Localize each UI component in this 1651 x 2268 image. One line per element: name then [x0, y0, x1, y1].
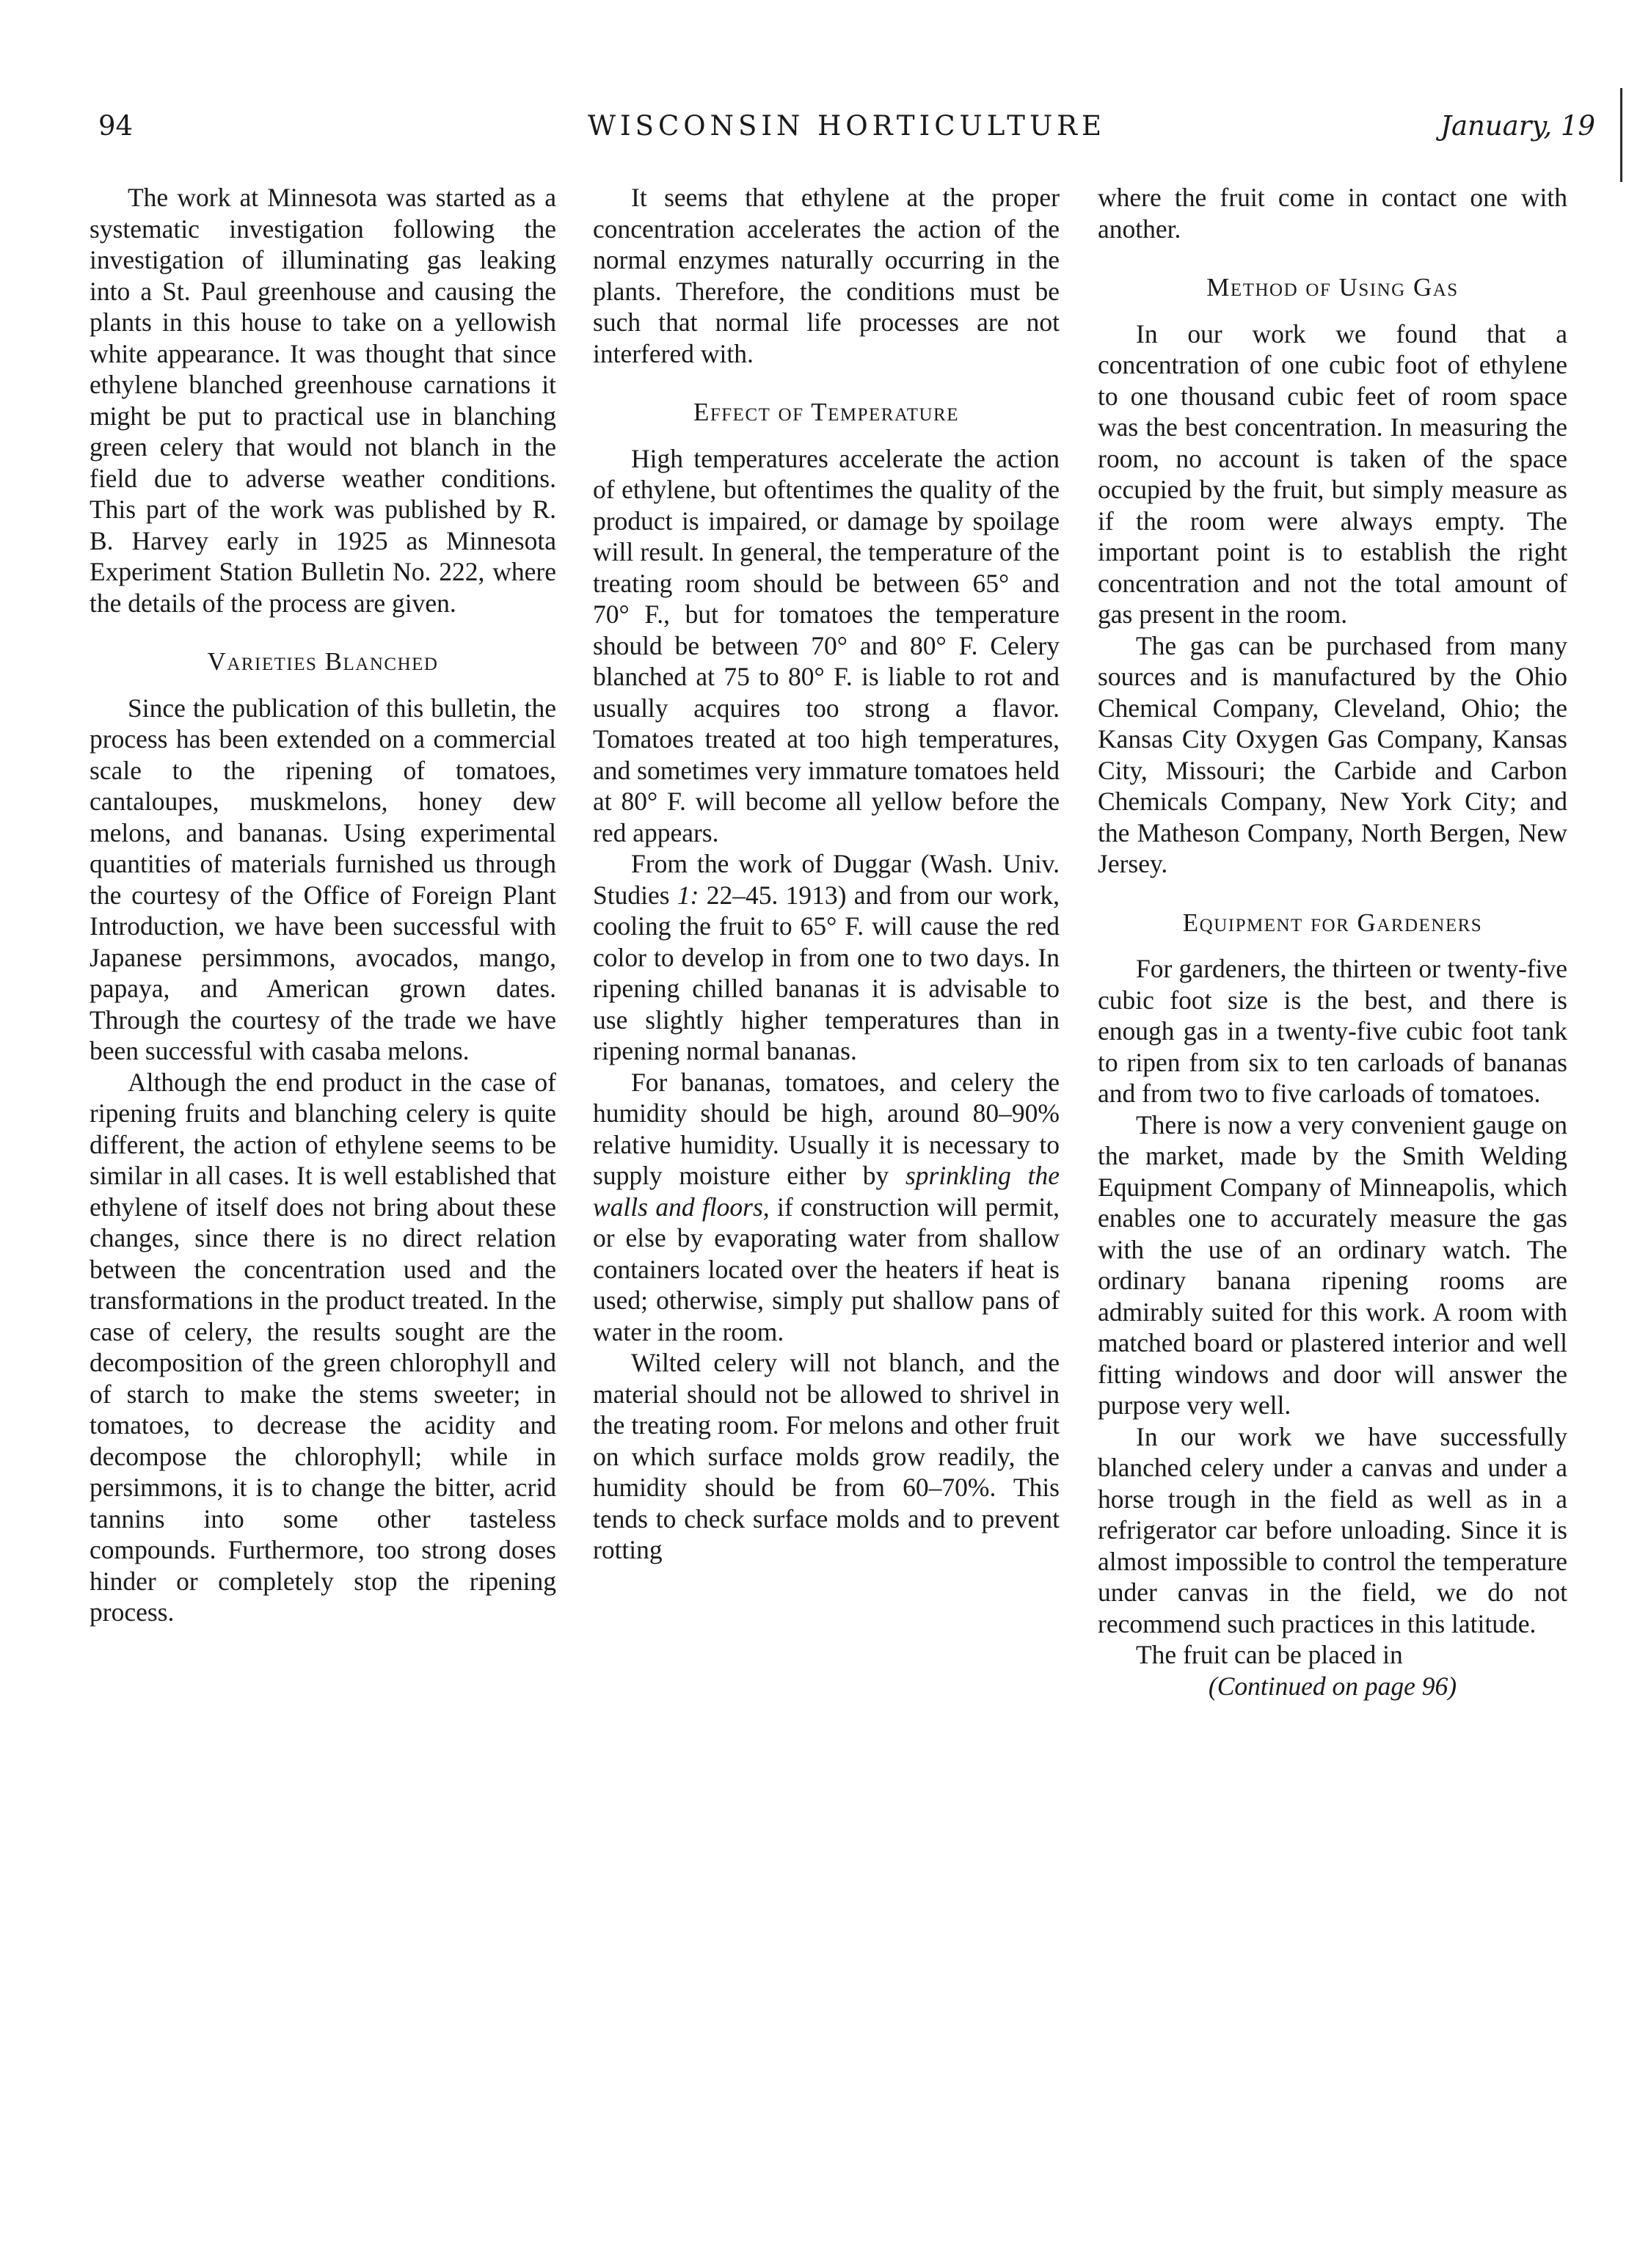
paragraph [593, 848, 1060, 1067]
section-heading-method-of-using-gas: Method of Using Gas [1206, 273, 1459, 302]
column-2 [593, 182, 1060, 1566]
journal-title: WISCONSIN HORTICULTURE [588, 110, 1106, 142]
paragraph: For gardeners, the thirteen or twenty-five cubic foot size is the best, and there is enough gas in a twenty-five cubic foot tank to ripen from six to ten carloads of bananas and from two to five carloads of tomatoes. [1098, 954, 1567, 1108]
paragraph: There is now a very convenient gauge on the market, made by the Smith Welding Equipment Company of Minneapolis, which enables one to accurately measure the gas with the use of an ordinary watch. The ordinary banana ripening rooms are admirably suited for this work. A room with matched board or plastered interior and well fitting windows and door will answer the purpose very well. [1098, 1109, 1567, 1420]
column-3 [1098, 182, 1567, 1702]
paragraph [593, 1067, 1060, 1348]
paragraph: where the fruit come in contact one with another. [1098, 183, 1567, 244]
section-heading-effect-of-temperature: Effect of Temperature [693, 398, 959, 426]
column-1 [90, 182, 556, 1628]
paragraph: High temperatures accelerate the action of ethylene, but oftentimes the quality of the product is impaired, or damage by spoilage will result. In general, the temperature of the treating room should be between 65° and 70° F., but for tomatoes the temperature should be between 70° and 80° F. Celery blanched at 75 to 80° F. is liable to rot and usually acquires too strong a flavor. Tomatoes treated at too high temperatures, and sometimes very immature tomatoes held at 80° F. will become all yellow before the red appears. [593, 443, 1060, 847]
section-heading-equipment-for-gardeners: Equipment for Gardeners [1182, 908, 1483, 937]
page-number: 94 [98, 110, 134, 142]
paragraph: The fruit can be placed in [1136, 1640, 1403, 1669]
volume-number: 1: [677, 880, 699, 910]
paragraph: The work at Minnesota was started as a systematic investigation following the investigation of illuminating gas leaking into a St. Paul greenhouse and causing the plants in this house to take on a yellowish white appearance. It was thought that since ethylene blanched greenhouse carnations it might be put to practical use in blanching green celery that would not blanch in the field due to adverse weather conditions. This part of the work was published by R. B. Harvey early in 1925 as Minnesota Experiment Station Bulletin No. 222, where the details of the process are given. [90, 183, 556, 618]
paragraph: Wilted celery will not blanch, and the material should not be allowed to shrivel in the treating room. For melons and other fruit on which surface molds grow readily, the humidity should be from 60–70%. This tends to check surface molds and to prevent rotting [593, 1348, 1060, 1564]
paragraph: The gas can be purchased from many sources and is manufactured by the Ohio Chemical Company, Cleveland, Ohio; the Kansas City Oxygen Gas Company, Kansas City, Missouri; the Carbide and Carbon Chemicals Company, New York City; and the Matheson Company, North Bergen, New Jersey. [1098, 630, 1567, 878]
paragraph: In our work we found that a concentration of one cubic foot of ethylene to one thousand cubic feet of room space was the best concentration. In measuring the room, no account is taken of the space occupied by the fruit, but simply measure as if the room were always empty. The important point is to establish the right concentration and not the total amount of gas present in the room. [1098, 318, 1567, 629]
text-run: if construction will permit, or else by evaporating water from shallow containers located over the heaters if heat is used; otherwise, simply put shallow pans of water in the room. [593, 1192, 1060, 1346]
paragraph: Although the end product in the case of ripening fruits and blanching celery is quite different, the action of ethylene seems to be similar in all cases. It is well established that ethylene of itself does not bring about these changes, since there is no direct relation between the concentration used and the transformations in the product treated. In the case of celery, the results sought are the decomposition of the green chlorophyll and of starch to make the stems sweeter; in tomatoes, to decrease the acidity and decompose the chlorophyll; while in persimmons, it is to change the bitter, acrid tannins into some other tasteless compounds. Furthermore, too strong doses hinder or completely stop the ripening process. [90, 1067, 556, 1627]
paragraph: In our work we have successfully blanched celery under a canvas and under a horse trough in the field as well as in a refrigerator car before unloading. Since it is almost impossible to control the temperature under canvas in the field, we do not recommend such practices in this latitude. [1098, 1421, 1567, 1638]
text-run: 22–45. 1913) and from our work, cooling the fruit to 65° F. will cause the red color to develop in from one to two days. In ripening chilled bananas it is advisable to use slightly higher temperatures than in ripening normal bananas. [593, 880, 1060, 1065]
text-run: From the work of Duggar (Wash. Univ. Studies [593, 849, 1060, 910]
italic-phrase: sprinkling the walls and floors, [593, 1161, 1060, 1222]
section-heading-varieties-blanched: Varieties Blanched [207, 647, 439, 676]
text-run: For bananas, tomatoes, and celery the humidity should be high, around 80–90% relative humidity. Usually it is necessary to supply moisture either by [593, 1067, 1060, 1190]
continued-note: (Continued on page 96) [1208, 1671, 1457, 1701]
issue-date: January, 19 [1440, 110, 1595, 142]
paragraph: Since the publication of this bulletin, the process has been extended on a commercial scale to the ripening of tomatoes, cantaloupes, muskmelons, honey dew melons, and bananas. Using experimental quantities of materials furnished us through the courtesy of the Office of Foreign Plant Introduction, we have been successful with Japanese persimmons, avocados, mango, papaya, and American grown dates. Through the courtesy of the trade we have been successful with casaba melons. [90, 693, 556, 1065]
running-header [98, 110, 1595, 154]
paragraph: It seems that ethylene at the proper concentration accelerates the action of the normal enzymes naturally occurring in the plants. Therefore, the conditions must be such that normal life processes are not interfered with. [593, 183, 1060, 368]
page-edge-rule [1620, 88, 1622, 182]
